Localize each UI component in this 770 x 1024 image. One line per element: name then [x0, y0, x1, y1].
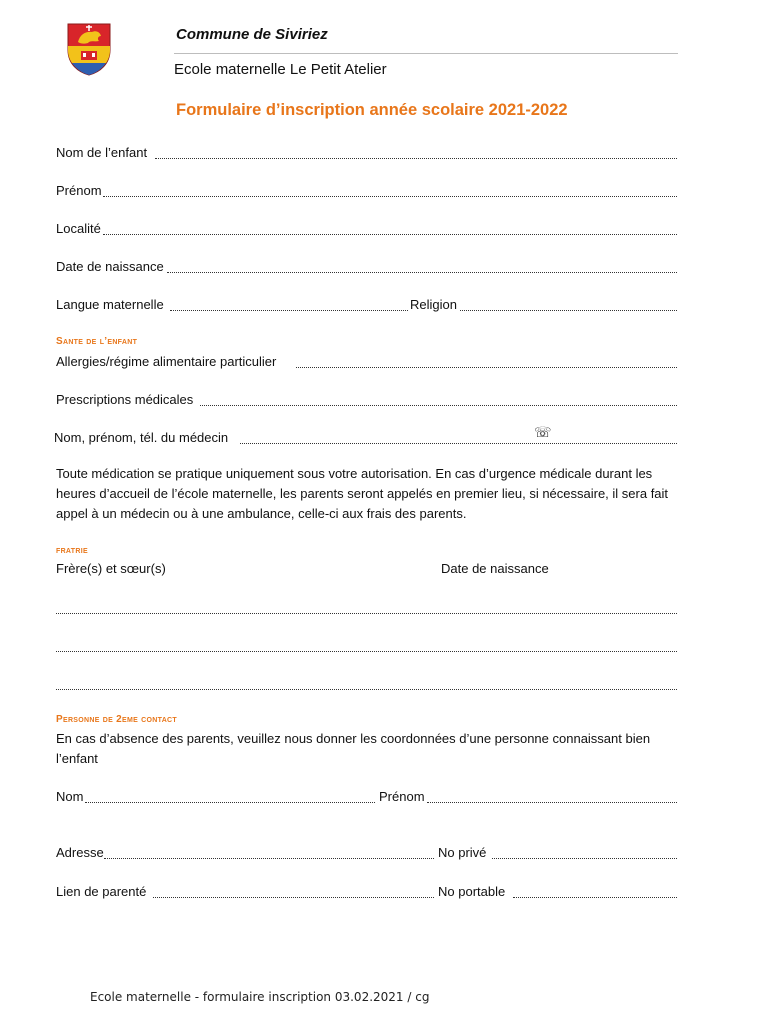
doctor-label: Nom, prénom, tél. du médecin — [54, 430, 229, 445]
religion-label: Religion — [410, 297, 457, 312]
contact-firstname-field[interactable] — [427, 802, 677, 803]
siblings-birthdate-label: Date de naissance — [441, 561, 549, 576]
religion-field[interactable] — [460, 310, 677, 311]
contact-relation-label: Lien de parenté — [56, 884, 147, 899]
prescriptions-label: Prescriptions médicales — [56, 392, 194, 407]
page-footer: Ecole maternelle - formulaire inscription 03.02.2021 / cg — [90, 990, 430, 1004]
school-name: Ecole maternelle Le Petit Atelier — [174, 61, 387, 78]
contact-firstname-label: Prénom — [379, 789, 425, 804]
contact-address-label: Adresse — [56, 845, 104, 860]
header-divider — [174, 53, 678, 54]
child-firstname-field[interactable] — [103, 196, 677, 197]
contact-section-title: Personne de 2eme contact — [56, 714, 177, 725]
siblings-label: Frère(s) et sœur(s) — [56, 561, 166, 576]
allergies-label: Allergies/régime alimentaire particulier — [56, 354, 277, 369]
sibling-line-3[interactable] — [56, 689, 677, 690]
prescriptions-field[interactable] — [200, 405, 677, 406]
doctor-field[interactable] — [240, 443, 677, 444]
contact-address-field[interactable] — [104, 858, 434, 859]
contact-intro: En cas d’absence des parents, veuillez nous donner les coordonnées d’une personne connaissant bien l’enfant — [56, 731, 651, 766]
birthdate-label: Date de naissance — [56, 259, 164, 274]
telephone-icon: ☏ — [534, 424, 552, 440]
commune-name: Commune de Siviriez — [176, 26, 328, 43]
contact-name-field[interactable] — [85, 802, 375, 803]
contact-relation-field[interactable] — [153, 897, 434, 898]
contact-name-label: Nom — [56, 789, 84, 804]
medical-notice: Toute médication se pratique uniquement sous votre autorisation. En cas d’urgence médicale durant les heures d’accueil de l’école maternelle, les parents seront appelés en premier lieu, si nécessaire, il sera fait appel à un médecin ou à une ambulance, celle-ci aux frais des parents. — [56, 466, 669, 521]
health-section-title: Sante de l’enfant — [56, 336, 138, 347]
child-name-label: Nom de l’enfant — [56, 145, 148, 160]
commune-crest-logo — [66, 22, 112, 76]
form-title: Formulaire d’inscription année scolaire 2021-2022 — [176, 101, 568, 119]
allergies-field[interactable] — [296, 367, 677, 368]
siblings-section-title: fratrie — [56, 545, 88, 556]
locality-label: Localité — [56, 221, 101, 236]
birthdate-field[interactable] — [167, 272, 677, 273]
child-name-field[interactable] — [155, 158, 677, 159]
contact-private-field[interactable] — [492, 858, 677, 859]
locality-field[interactable] — [103, 234, 677, 235]
child-firstname-label: Prénom — [56, 183, 102, 198]
language-field[interactable] — [170, 310, 408, 311]
sibling-line-2[interactable] — [56, 651, 677, 652]
sibling-line-1[interactable] — [56, 613, 677, 614]
language-label: Langue maternelle — [56, 297, 164, 312]
contact-mobile-field[interactable] — [513, 897, 677, 898]
contact-mobile-label: No portable — [438, 884, 506, 899]
contact-private-label: No privé — [438, 845, 487, 860]
